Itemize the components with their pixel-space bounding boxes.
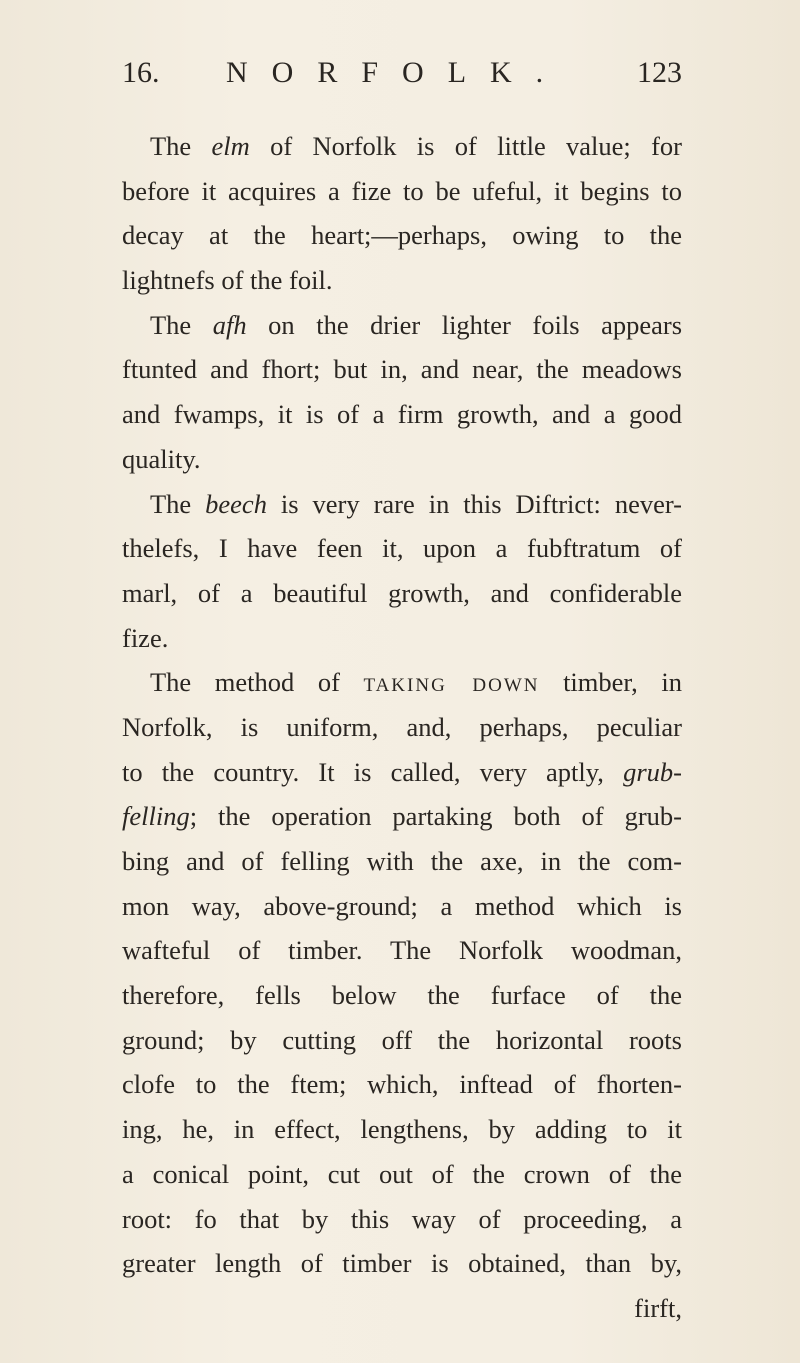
text-run: ftunted and fhort; but in, and near, the meadows — [122, 354, 682, 385]
running-header — [122, 56, 682, 96]
text-run: ing, he, in effect, lengthens, by adding to it — [122, 1114, 682, 1145]
text-line — [122, 482, 682, 527]
text-run: greater length of timber is obtained, than by, — [122, 1248, 682, 1279]
text-line — [122, 392, 682, 437]
text-run: fize. — [122, 622, 169, 653]
text-run: root: fo that by this way of proceeding, a — [122, 1203, 682, 1234]
text-run: The — [150, 131, 212, 161]
text-run: before it acquires a fize to be ufeful, it begins to — [122, 175, 682, 206]
text-line — [122, 973, 682, 1018]
text-run: clofe to the ftem; which, inftead of fhorten- — [122, 1069, 682, 1100]
text-run: a conical point, cut out of the crown of the — [122, 1158, 682, 1189]
page-number: 123 — [637, 56, 682, 89]
text-run: mon way, above-ground; a method which is — [122, 890, 682, 921]
text-run: is very rare in this Diftrict: never- — [266, 488, 682, 519]
text-run: of Norfolk is of little value; for — [249, 131, 682, 161]
text-run: therefore, fells below the furface of the — [122, 980, 682, 1011]
text-line — [122, 213, 682, 258]
section-number: 16. — [122, 56, 160, 89]
body-text — [122, 124, 682, 1331]
text-line — [122, 258, 682, 303]
text-run: wafteful of timber. The Norfolk woodman, — [122, 935, 682, 966]
small-caps-term: taking down — [363, 667, 540, 698]
text-run: ground; by cutting off the horizontal roots — [122, 1024, 682, 1055]
text-run: lightnefs of the foil. — [122, 265, 333, 296]
text-line — [122, 124, 682, 169]
text-run: on the drier lighter foils appears — [246, 309, 683, 340]
text-line — [122, 794, 682, 839]
text-run: and fwamps, it is of a firm growth, and a good — [122, 399, 682, 430]
text-line — [122, 1152, 682, 1197]
text-line — [122, 839, 682, 884]
text-run: The method of — [150, 667, 364, 698]
catchword: firft, — [634, 1292, 682, 1323]
text-line — [122, 571, 682, 616]
italic-term: elm — [211, 131, 250, 161]
italic-term: grub- — [623, 756, 682, 787]
text-run: decay at the heart;—perhaps, owing to the — [122, 220, 682, 251]
text-line — [122, 169, 682, 214]
text-line — [122, 1062, 682, 1107]
text-run: bing and of felling with the axe, in the com- — [122, 846, 682, 876]
text-line — [122, 1018, 682, 1063]
text-line — [122, 1197, 682, 1242]
page-title: NORFOLK. — [226, 56, 568, 89]
text-line — [122, 750, 682, 795]
text-run: quality. — [122, 443, 201, 474]
text-line — [122, 884, 682, 929]
italic-term: afh — [212, 309, 247, 340]
italic-term: beech — [205, 488, 267, 519]
text-line — [122, 705, 682, 750]
text-line — [122, 616, 682, 661]
text-line — [122, 928, 682, 973]
text-run: Norfolk, is uniform, and, perhaps, peculiar — [122, 711, 682, 742]
text-line — [122, 1107, 682, 1152]
text-run: ; the operation partaking both of grub- — [189, 801, 682, 832]
text-line — [122, 437, 682, 482]
text-run: The — [150, 309, 213, 340]
text-line — [122, 1241, 682, 1286]
text-line — [122, 303, 682, 348]
text-run: The — [150, 488, 206, 519]
text-run: timber, in — [539, 667, 682, 698]
text-line — [122, 660, 682, 705]
italic-term: felling — [122, 801, 190, 832]
text-line — [122, 526, 682, 571]
text-run: to the country. It is called, very aptly, — [122, 756, 624, 787]
text-run: marl, of a beautiful growth, and confiderable — [122, 577, 682, 608]
text-line — [122, 347, 682, 392]
text-run: thelefs, I have feen it, upon a fubftratum of — [122, 533, 682, 564]
